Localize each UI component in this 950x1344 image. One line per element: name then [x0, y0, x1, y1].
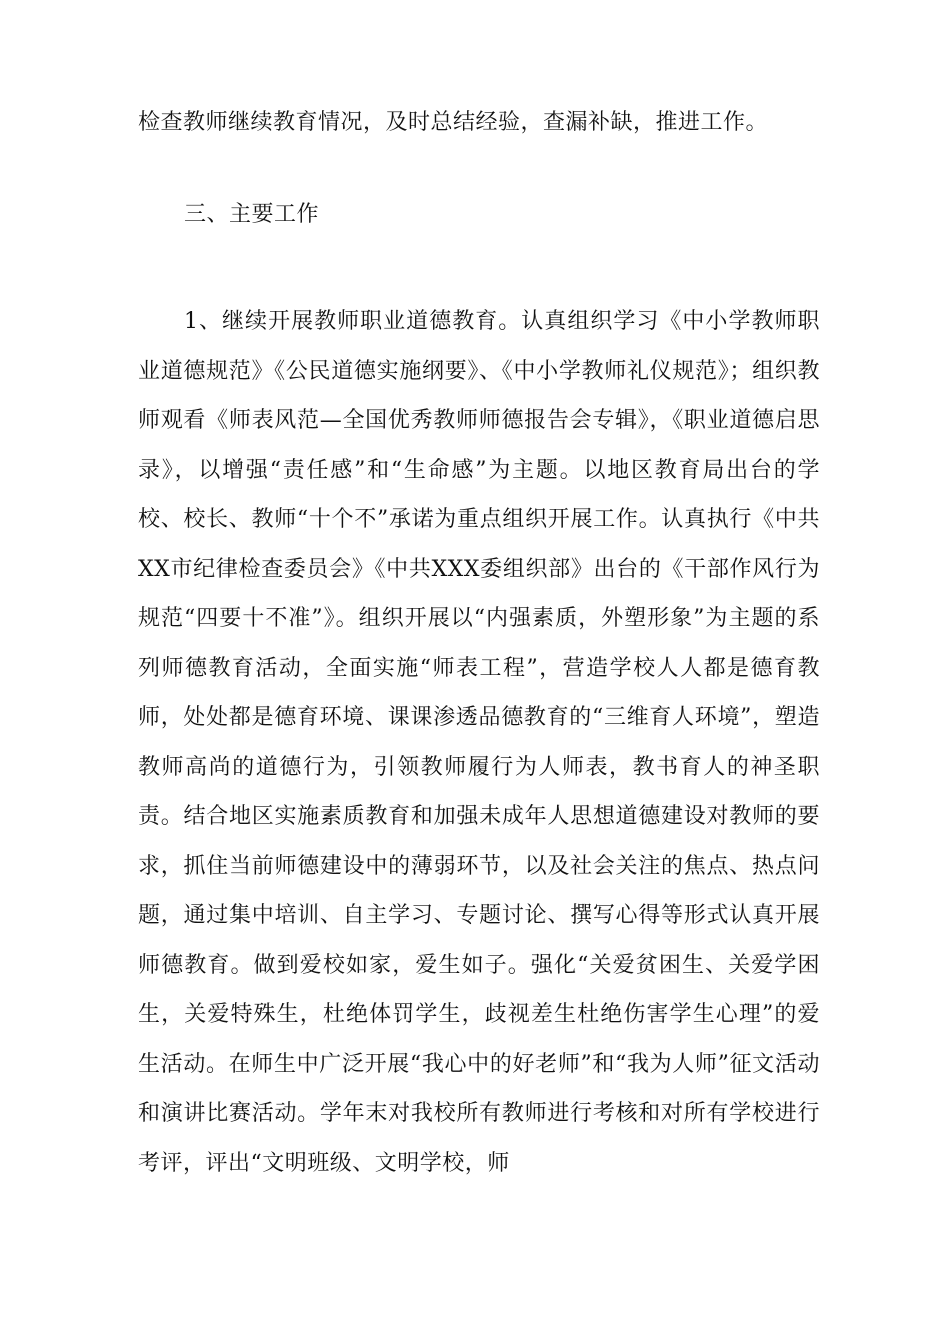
section-heading: 三、主要工作: [184, 202, 320, 227]
continuation-line: 检查教师继续教育情况，及时总结经验，查漏补缺，推进工作。: [138, 110, 769, 135]
body-paragraph: 1、继续开展教师职业道德教育。认真组织学习《中小学教师职业道德规范》《公民道德实施纲要》、《中小学教师礼仪规范》；组织教师观看《师表风范—全国优秀教师师德报告会专辑》，《职业道德启思录》，以增强“责任感”和“生命感”为主题。以地区教育局出台的学校、校长、教师“十个不”承诺为重点组织开展工作。认真执行《中共XX市纪律检查委员会》《中共XXX委组织部》出台的《干部作风行为规范“四要十不准”》。组织开展以“内强素质，外塑形象”为主题的系列师德教育活动，全面实施“师表工程”，营造学校人人都是德育教师，处处都是德育环境、课课渗透品德教育的“三维育人环境”，塑造教师高尚的道德行为，引领教师履行为人师表，教书育人的神圣职责。结合地区实施素质教育和加强未成年人思想道德建设对教师的要求，抓住当前师德建设中的薄弱环节，以及社会关注的焦点、热点问题，通过集中培训、自主学习、专题讨论、撰写心得等形式认真开展师德教育。做到爱校如家，爱生如子。强化“关爱贫困生、关爱学困生，关爱特殊生，杜绝体罚学生，歧视差生杜绝伤害学生心理”的爱生活动。在师生中广泛开展“我心中的好老师”和“我为人师”征文活动和演讲比赛活动。学年末对我校所有教师进行考核和对所有学校进行考评，评出“文明班级、文明学校，师: [138, 309, 820, 1176]
